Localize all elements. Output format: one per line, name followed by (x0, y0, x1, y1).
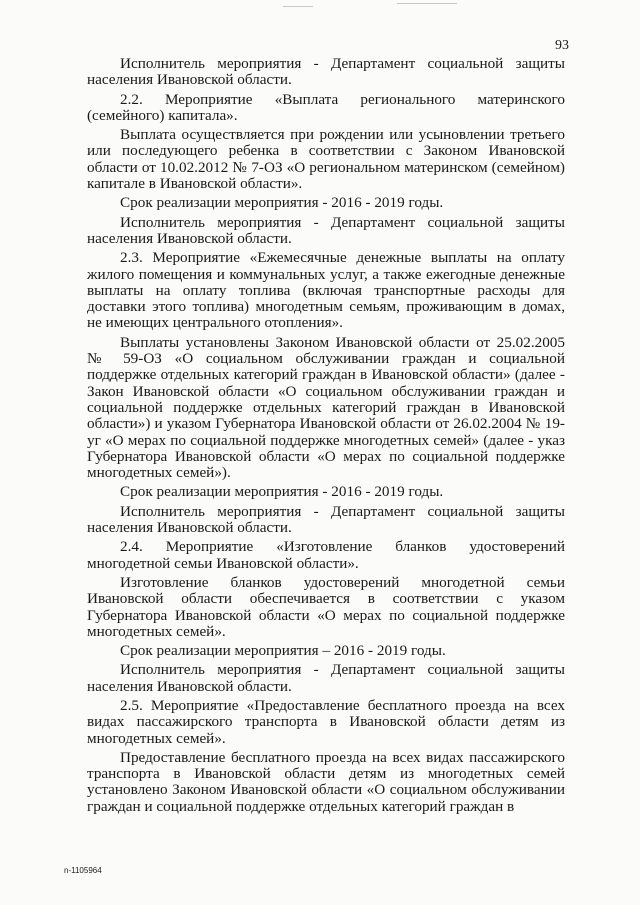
paragraph: 2.2. Мероприятие «Выплата регионального материнского (семейного) капитала». (87, 90, 565, 124)
paragraph: Исполнитель мероприятия - Департамент социальной защиты населения Ивановской области. (87, 213, 565, 247)
scan-artifact (397, 3, 457, 4)
paragraph: Изготовление бланков удостоверений многодетной семьи Ивановской области обеспечивается в соответствии с указом Губернатора Ивановской области «О мерах по социальной поддержке многодетных семей». (87, 573, 565, 640)
paragraph: Срок реализации мероприятия - 2016 - 2019 годы. (120, 194, 444, 212)
page-number: 93 (555, 38, 569, 53)
paragraph: 2.3. Мероприятие «Ежемесячные денежные выплаты на оплату жилого помещения и коммунальных услуг, а также ежегодные денежные выплаты на оплату топлива (включая транспортные расходы для доставки этого топлива) многодетным семьям, проживающим в домах, не имеющих центрального отопления». (87, 249, 565, 332)
scan-artifact (283, 6, 313, 7)
paragraph: Исполнитель мероприятия - Департамент социальной защиты населения Ивановской области. (87, 661, 565, 695)
document-body (87, 56, 565, 818)
paragraph: Исполнитель мероприятия - Департамент социальной защиты населения Ивановской области. (87, 502, 565, 537)
paragraph: Выплата осуществляется при рождении или усыновлении третьего или последующего ребенка в соответствии с Законом Ивановской области от 10.02.2012 № 7-ОЗ «О региональном материнском (семейном) капитале в Ивановской области». (87, 126, 565, 193)
paragraph: Исполнитель мероприятия - Департамент социальной защиты населения Ивановской области. (87, 55, 565, 89)
paragraph: 2.4. Мероприятие «Изготовление бланков удостоверений многодетной семьи Ивановской области». (87, 538, 565, 572)
paragraph: Предоставление бесплатного проезда на всех видах пассажирского транспорта в Ивановской области детям из многодетных семей установлено Законом Ивановской области «О социальном обслуживании граждан и социальной поддержке отдельных категорий граждан в (87, 748, 565, 815)
document-code: n-1105964 (64, 866, 102, 875)
paragraph: Срок реализации мероприятия - 2016 - 2019 годы. (120, 483, 444, 501)
paragraph: Срок реализации мероприятия – 2016 - 2019 годы. (120, 642, 446, 660)
paragraph: Выплаты установлены Законом Ивановской области от 25.02.2005 № 59-ОЗ «О социальном обслуживании граждан и социальной поддержке отдельных категорий граждан в Ивановской области» (далее - Закон Ивановской области «О социальном обслуживании граждан и социальной поддержке отдельных категорий граждан в Ивановской области») и указом Губернатора Ивановской области от 26.02.2004 № 19-уг «О мерах по социальной поддержке многодетных семей» (далее - указ Губернатора Ивановской области «О мерах по социальной поддержке многодетных семей»). (87, 333, 565, 482)
paragraph: 2.5. Мероприятие «Предоставление бесплатного проезда на всех видах пассажирского транспорта в Ивановской области детям из многодетных семей». (87, 696, 565, 747)
